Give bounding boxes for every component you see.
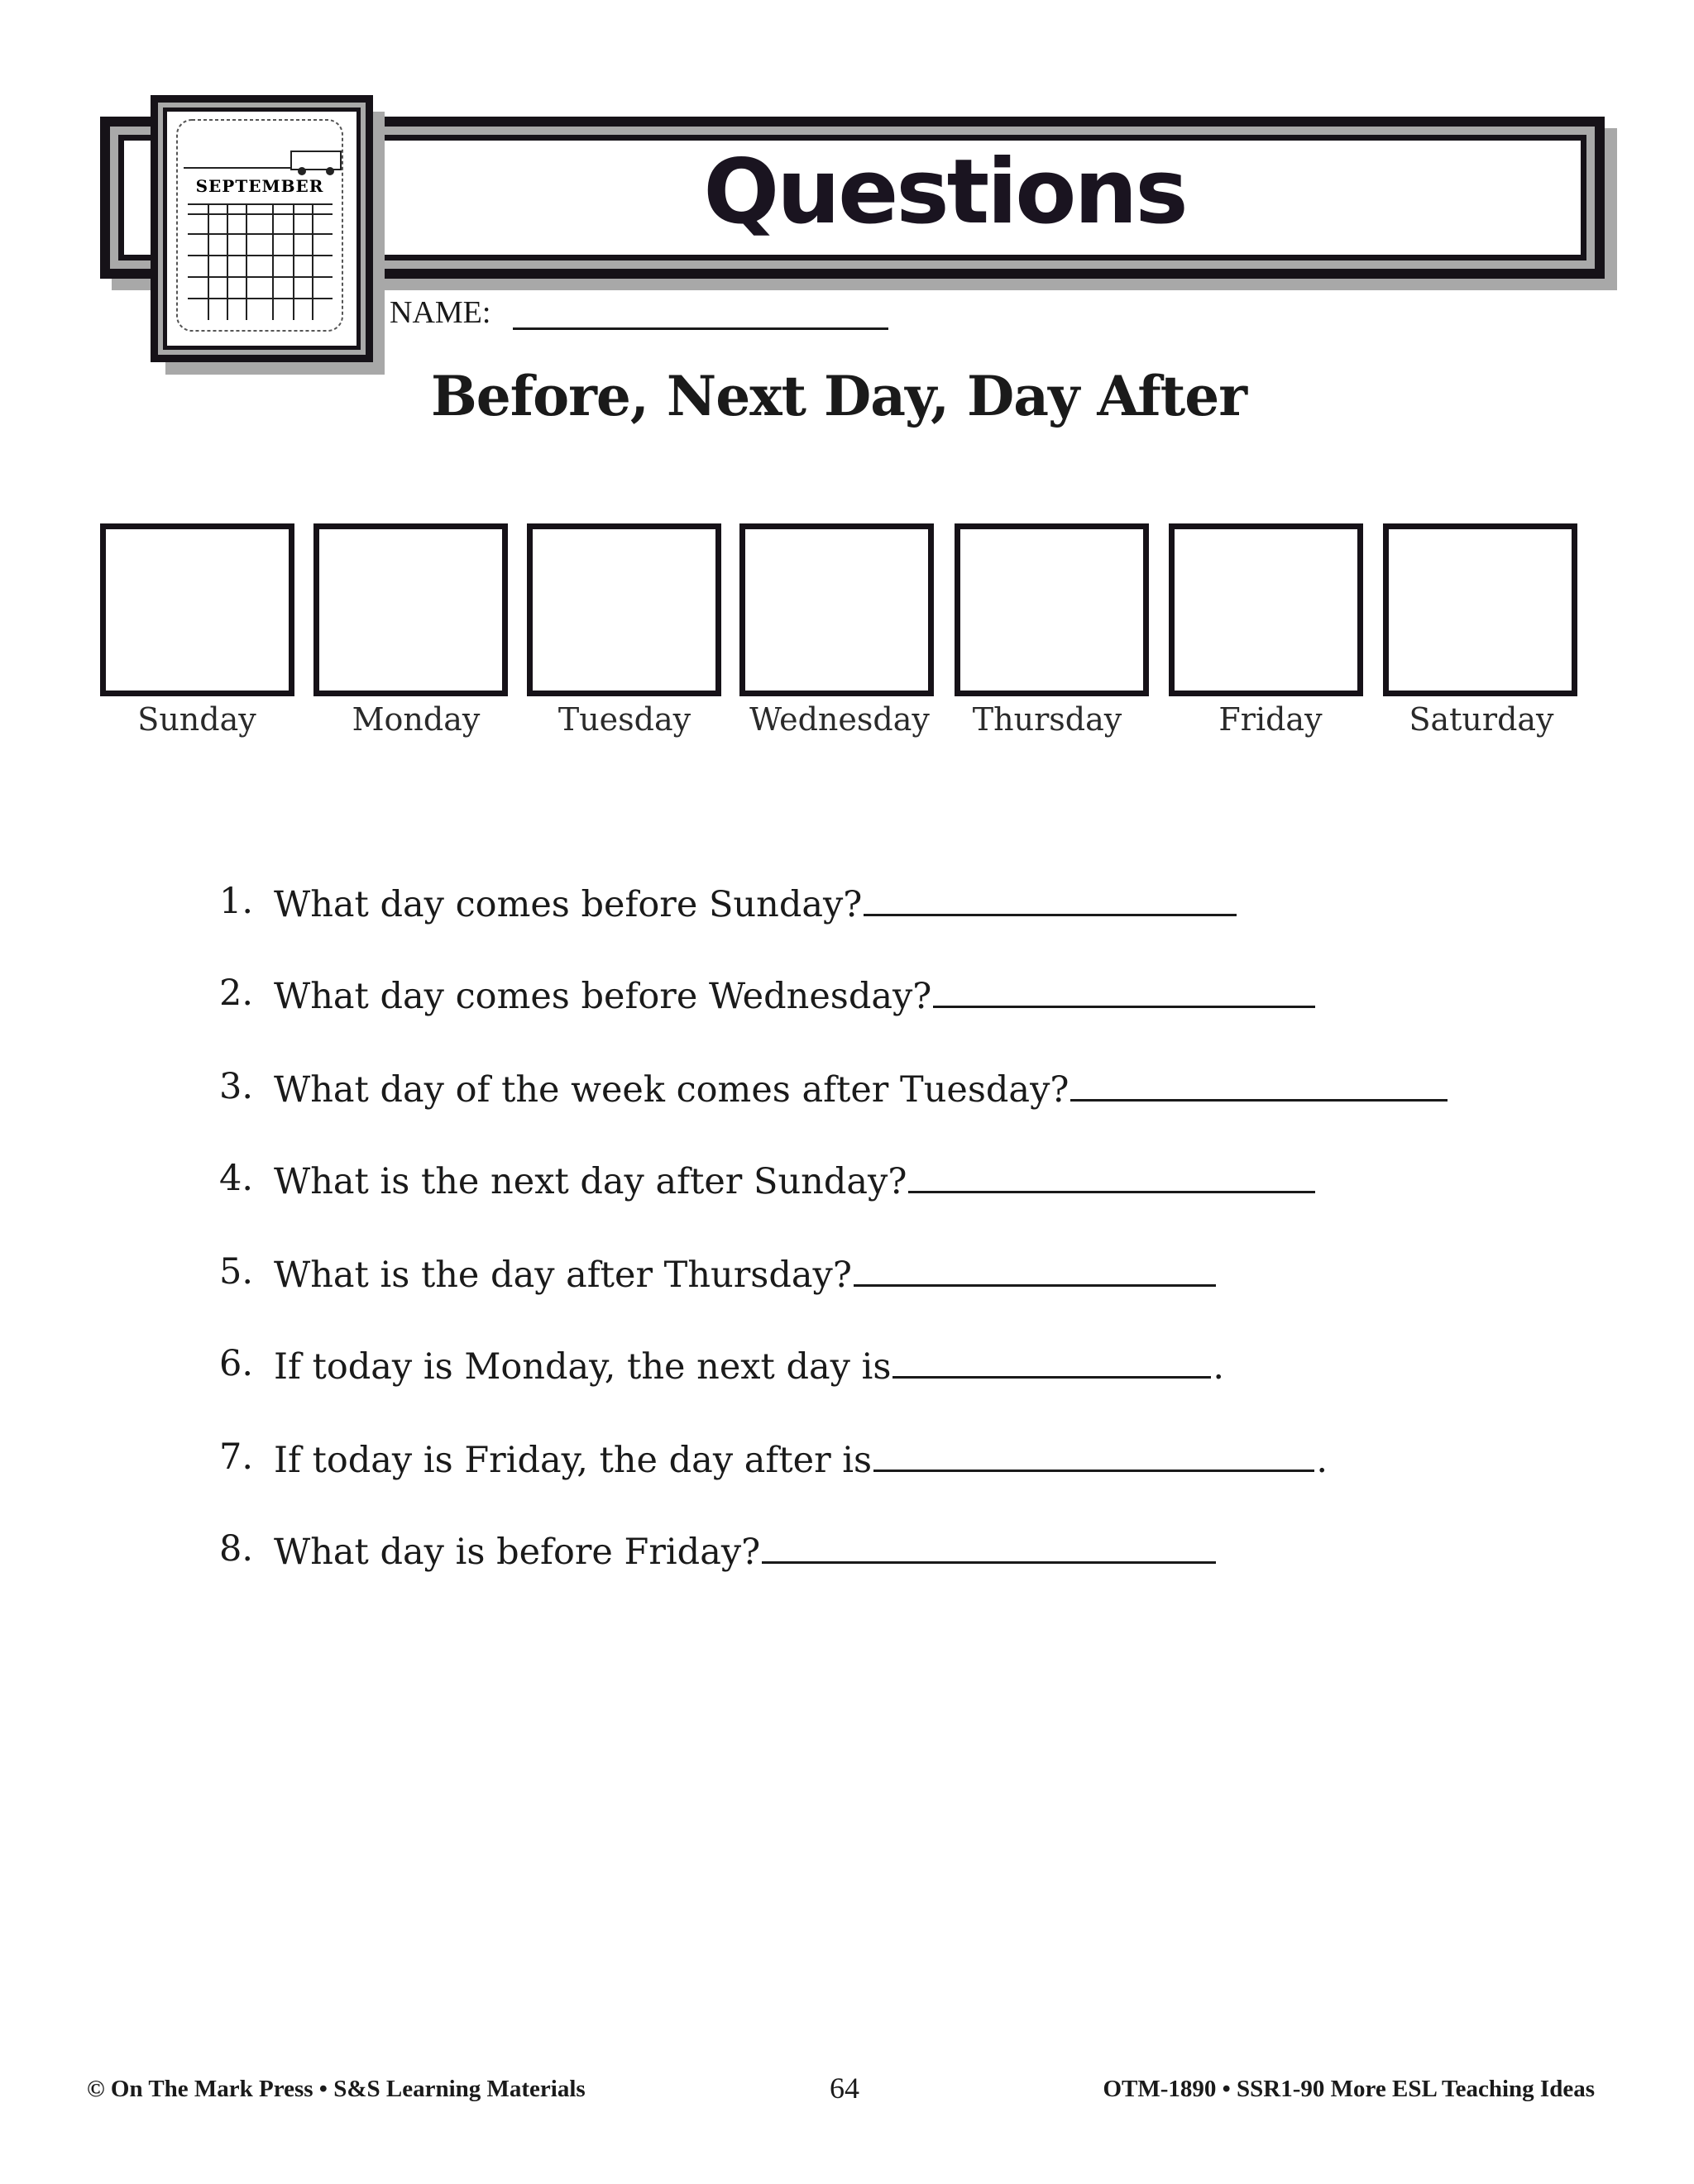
question-4 [219, 1158, 1315, 1204]
day-label: Friday [1218, 701, 1323, 738]
calendar-illustration [167, 112, 352, 341]
answer-blank[interactable] [892, 1343, 1211, 1379]
day-box-friday[interactable] [1169, 523, 1363, 696]
name-input-line[interactable] [513, 327, 888, 330]
calendar-icon [151, 95, 373, 362]
question-3 [219, 1066, 1448, 1112]
question-number: 4. [219, 1158, 254, 1199]
answer-blank[interactable] [933, 973, 1315, 1008]
page-number: 64 [830, 2072, 859, 2105]
question-6 [219, 1343, 1224, 1389]
question-number: 1. [219, 881, 254, 922]
question-end-punct: . [1316, 1440, 1328, 1481]
question-2 [219, 973, 1315, 1019]
question-number: 7. [219, 1436, 254, 1478]
answer-blank[interactable] [1070, 1066, 1448, 1102]
question-1 [219, 881, 1237, 927]
footer-product-code: OTM-1890 • SSR1-90 More ESL Teaching Ideas [1103, 2076, 1595, 2102]
day-box-monday[interactable] [313, 523, 508, 696]
name-label: NAME: [390, 295, 491, 330]
footer-copyright: © On The Mark Press • S&S Learning Materials [87, 2076, 586, 2102]
question-text: If today is Friday, the day after is [274, 1440, 873, 1481]
question-8 [219, 1528, 1216, 1575]
question-text: What day of the week comes after Tuesday? [274, 1069, 1070, 1111]
day-box-thursday[interactable] [955, 523, 1149, 696]
question-number: 3. [219, 1066, 254, 1107]
day-label: Monday [352, 701, 481, 738]
question-text: If today is Monday, the next day is [274, 1346, 892, 1388]
day-box-sunday[interactable] [100, 523, 294, 696]
svg-text:SEPTEMBER: SEPTEMBER [195, 176, 324, 196]
school-bus-icon [291, 151, 341, 175]
question-text: What day is before Friday? [274, 1532, 761, 1573]
answer-blank[interactable] [908, 1158, 1315, 1193]
day-label: Saturday [1409, 701, 1554, 738]
question-text: What day comes before Sunday? [274, 884, 863, 925]
question-text: What is the day after Thursday? [274, 1254, 852, 1296]
worksheet-subtitle: Before, Next Day, Day After [430, 364, 1247, 428]
day-label: Thursday [972, 701, 1122, 738]
question-end-punct: . [1213, 1346, 1224, 1388]
question-number: 8. [219, 1528, 254, 1570]
day-label: Sunday [137, 701, 256, 738]
question-number: 5. [219, 1251, 254, 1293]
question-5 [219, 1251, 1216, 1297]
answer-blank[interactable] [854, 1251, 1216, 1287]
day-label: Tuesday [557, 701, 691, 738]
day-label: Wednesday [749, 701, 930, 738]
day-box-tuesday[interactable] [527, 523, 721, 696]
question-7 [219, 1436, 1328, 1483]
page-title: Questions [703, 141, 1186, 244]
question-text: What is the next day after Sunday? [274, 1161, 907, 1202]
question-text: What day comes before Wednesday? [274, 976, 932, 1017]
answer-blank[interactable] [864, 881, 1237, 916]
question-number: 2. [219, 973, 254, 1014]
answer-blank[interactable] [762, 1528, 1216, 1564]
day-box-wednesday[interactable] [739, 523, 934, 696]
question-number: 6. [219, 1343, 254, 1384]
day-box-saturday[interactable] [1383, 523, 1577, 696]
answer-blank[interactable] [873, 1436, 1314, 1472]
